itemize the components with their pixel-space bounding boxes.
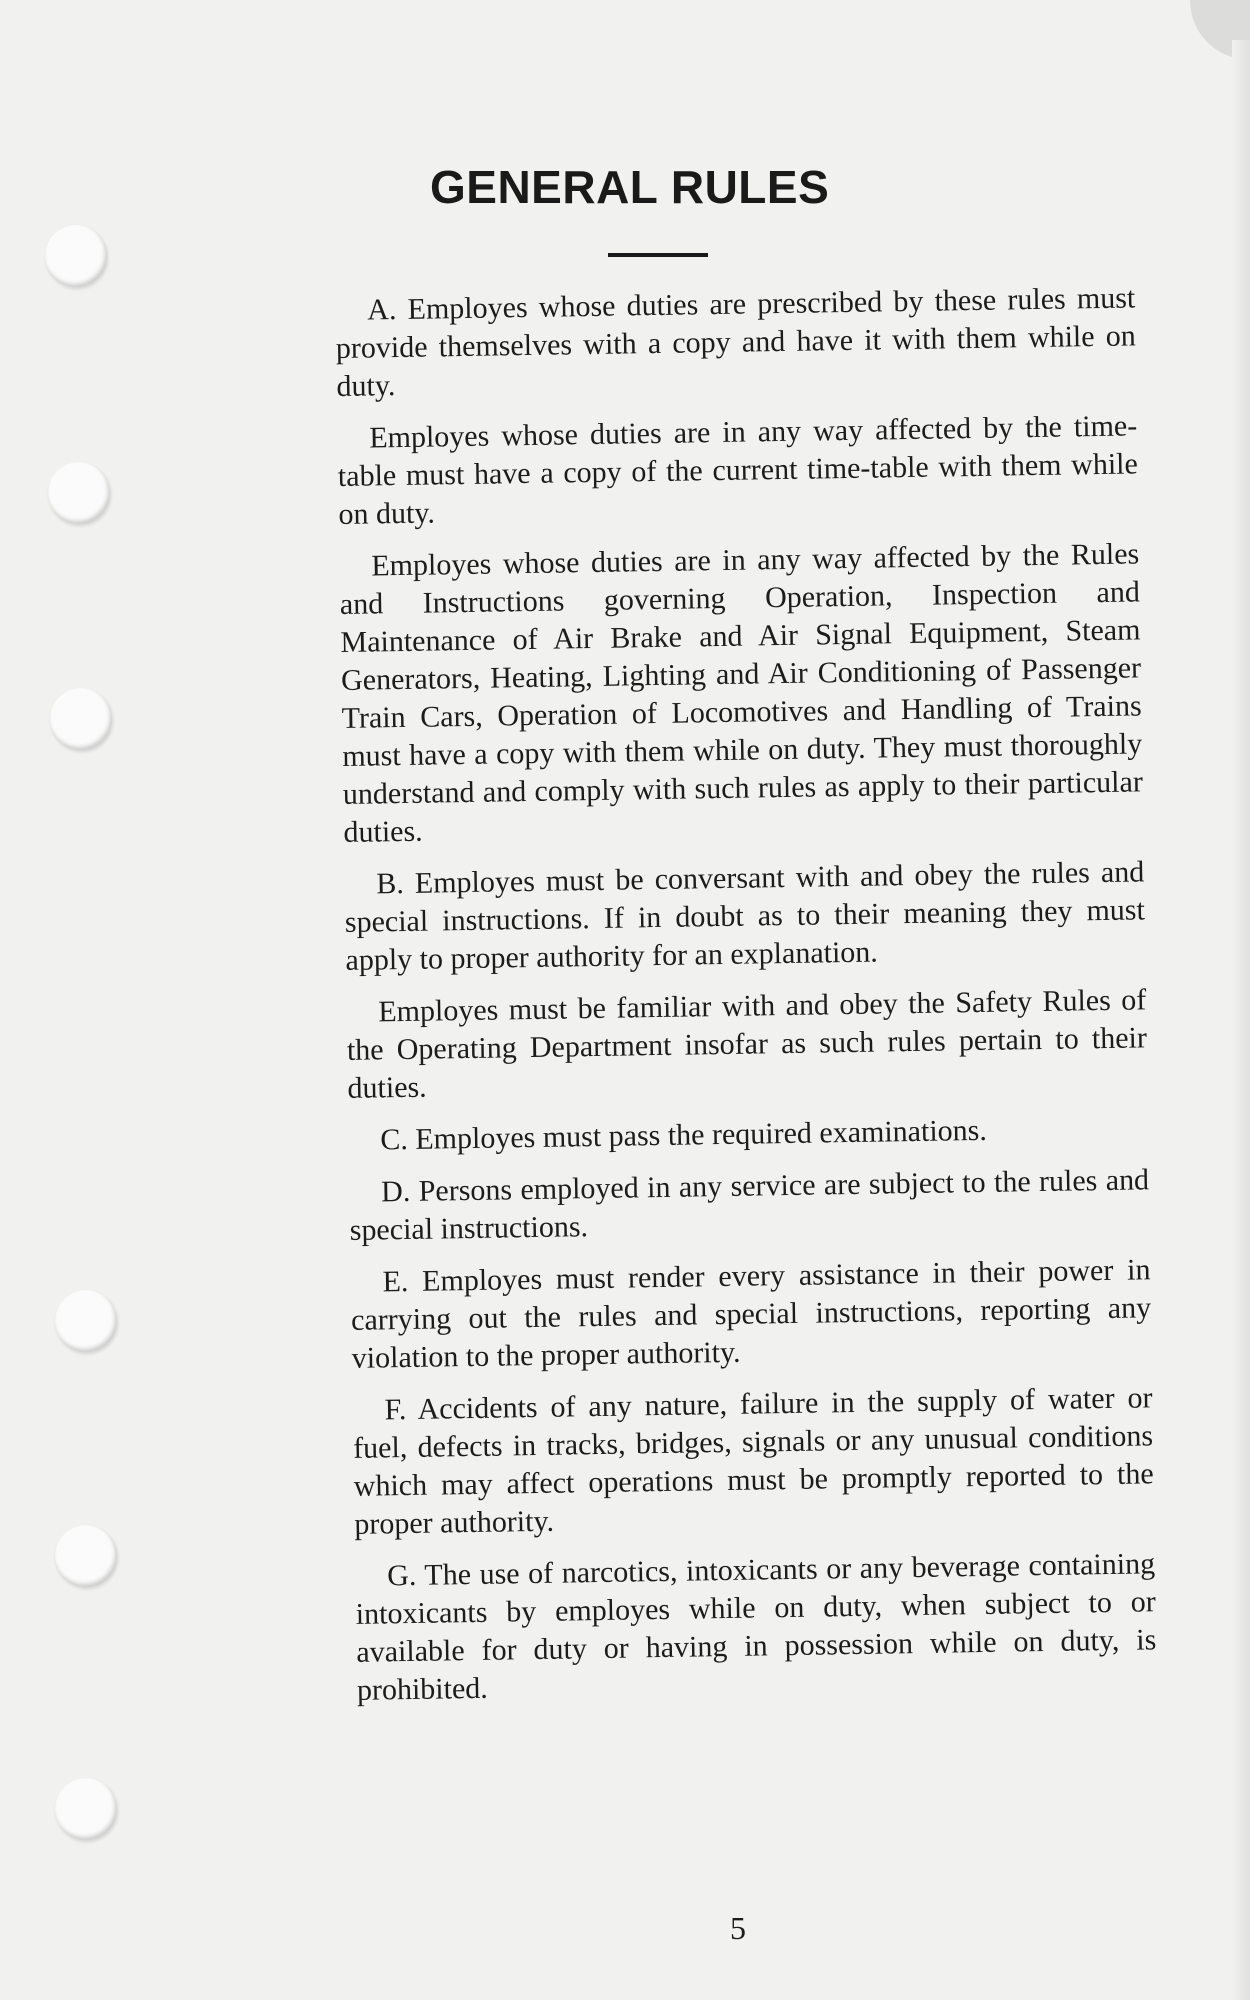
rule-paragraph-safety: Employes must be familiar with and obey the Safety Rules of the Operating Department insofar as such rules pertain to their duties. bbox=[346, 983, 1148, 1105]
rule-paragraph-b: B. Employes must be conversant with and obey the rules and special instructions. If in doubt as to their meaning they must apply to proper authority for an explanation. bbox=[344, 855, 1146, 977]
punch-hole bbox=[55, 1290, 117, 1352]
rule-paragraph-equipment: Employes whose duties are in any way affected by the Rules and Instructions governing Operation, Inspection and Maintenance of Air Brake and Air Signal Equipment, Steam Generators, Heating, Lighting and Air Conditioning of Passenger Train Cars, Operation of Locomotives and Handling of Trains must have a copy with them while on duty. They must thoroughly understand and comply with such rules as apply to their particular duties. bbox=[339, 537, 1144, 849]
page-edge bbox=[1232, 40, 1250, 2000]
punch-hole bbox=[48, 462, 110, 524]
page-number: 5 bbox=[730, 1910, 746, 1946]
title-underline bbox=[608, 253, 708, 257]
punch-hole bbox=[45, 225, 107, 287]
rule-paragraph-a: A. Employes whose duties are prescribed by these rules must provide themselves with a copy and have it with them while on duty. bbox=[335, 281, 1137, 403]
punch-hole bbox=[55, 1525, 117, 1587]
page-title: GENERAL RULES bbox=[430, 161, 830, 213]
rule-paragraph-e: E. Employes must render every assistance in their power in carrying out the rules and special instructions, reporting any violation to the proper authority. bbox=[350, 1253, 1152, 1375]
rules-body bbox=[335, 279, 1157, 1723]
punch-hole bbox=[55, 1778, 117, 1840]
rule-paragraph-d: D. Persons employed in any service are subject to the rules and special instructions. bbox=[349, 1163, 1150, 1247]
rule-paragraph-c: C. Employes must pass the required examinations. bbox=[380, 1113, 988, 1157]
rule-paragraph-timetable: Employes whose duties are in any way affected by the time-table must have a copy of the current time-table with them while on duty. bbox=[337, 409, 1139, 531]
rule-paragraph-f: F. Accidents of any nature, failure in the supply of water or fuel, defects in tracks, bridges, signals or any unusual conditions which may affect operations must be promptly reported to the proper authority. bbox=[352, 1381, 1154, 1541]
punch-hole bbox=[50, 688, 112, 750]
rule-paragraph-g: G. The use of narcotics, intoxicants or any beverage containing intoxicants by employes while on duty, when subject to or available for duty or having in possession while on duty, is prohibited. bbox=[355, 1547, 1157, 1707]
